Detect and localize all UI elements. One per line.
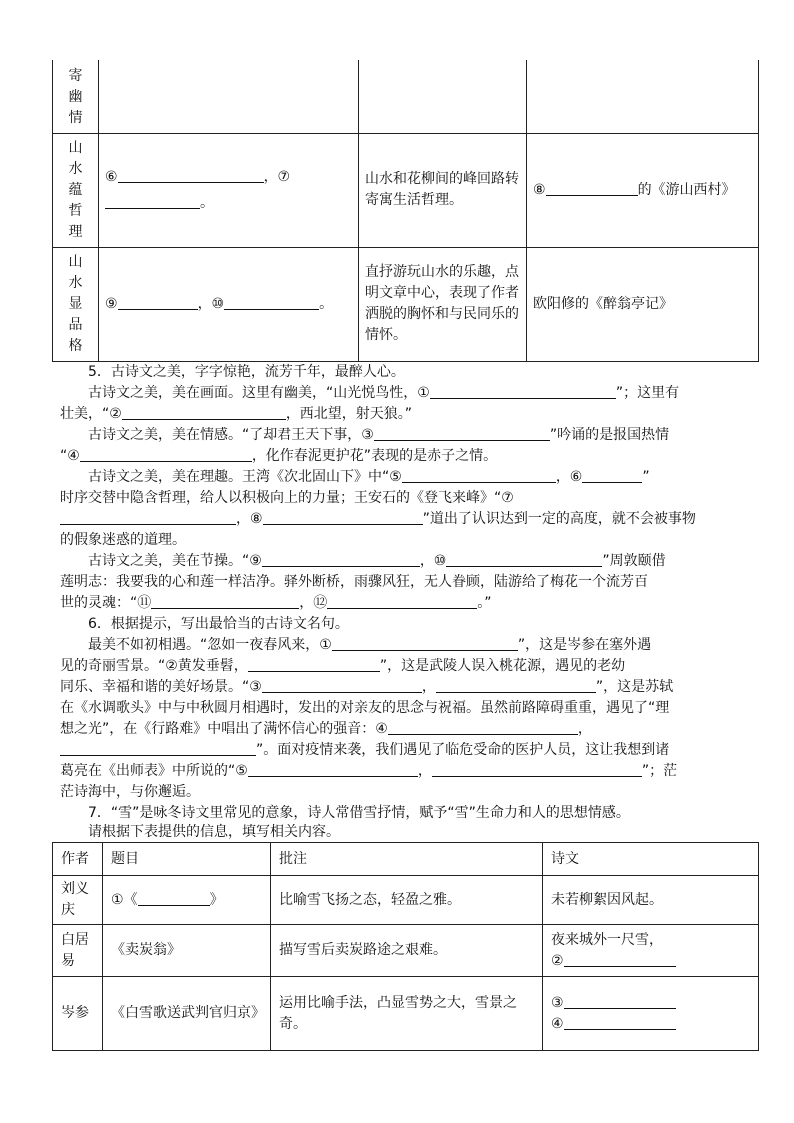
meaning-cell: 直抒游玩山水的乐趣，点明文章中心，表现了作者洒脱的胸怀和与民同乐的情怀。 <box>359 247 527 361</box>
answer-blank[interactable] <box>60 509 236 525</box>
q5-line: 古诗文之美，美在情感。“了却君王天下事，③ ”吟诵的是报国热情 <box>88 427 670 443</box>
answer-blank[interactable] <box>402 467 556 483</box>
note-cell: 描写雪后卖炭路途之艰难。 <box>271 925 543 977</box>
column-header: 作者 <box>53 843 103 876</box>
answer-blank[interactable] <box>263 509 423 525</box>
source-cell: ⑧ 的《游山西村》 <box>527 133 759 247</box>
answer-blank[interactable] <box>327 593 477 609</box>
note-cell: 比喻雪飞扬之态，轻盈之雅。 <box>271 876 543 925</box>
answer-blank[interactable] <box>564 951 676 967</box>
q5-line: 世的灵魂：“⑪ ，⑫ 。” <box>60 595 492 611</box>
table-row <box>53 977 759 1051</box>
title-cell: 《卖炭翁》 <box>103 925 271 977</box>
answer-blank[interactable] <box>248 656 380 672</box>
q6-line: 在《水调歌头》中与中秋圆月相遇时，发出的对亲友的思念与祝福。虽然前路障碍重重，遇见了“理 <box>60 700 670 716</box>
q7-line: 请根据下表提供的信息，填写相关内容。 <box>88 824 340 840</box>
note-cell: 运用比喻手法，凸显雪势之大，雪景之奇。 <box>271 977 543 1051</box>
q5-line: 的假象迷惑的道理。 <box>60 532 186 548</box>
scenery-poetry-table <box>52 60 759 362</box>
table-row <box>53 876 759 925</box>
table-row <box>53 60 759 133</box>
answer-blank[interactable] <box>430 383 616 399</box>
table-row <box>53 247 759 361</box>
q5-line: 古诗文之美，美在节操。“⑨ ，⑩ ”周敦颐借 <box>88 553 666 569</box>
answer-blank[interactable] <box>332 635 518 651</box>
answer-blank[interactable] <box>546 180 638 196</box>
answer-blank[interactable] <box>60 740 256 756</box>
poem-cell: 夜来城外一尺雪， ② <box>543 925 759 977</box>
q5-line: ，⑧ ”道出了认识达到一定的高度，就不会被事物 <box>60 509 760 530</box>
theme-cell: 山水蕴哲理 <box>68 139 83 240</box>
column-header: 批注 <box>271 843 543 876</box>
q6-line: 同乐、幸福和谐的美好场景。“③ ， ”，这是苏轼 <box>60 679 674 695</box>
q6-line: 见的奇丽雪景。“②黄发垂髫， ”，这是武陵人误入桃花源，遇见的老幼 <box>60 658 626 674</box>
meaning-cell: 山水和花柳间的峰回路转寄寓生活哲理。 <box>359 133 527 247</box>
q7-title: 7．“雪”是咏冬诗文里常见的意象，诗人常借雪抒情，赋予“雪”生命力和人的思想情感。 <box>88 805 630 821</box>
answer-blank[interactable] <box>582 467 642 483</box>
lines-cell: ⑨ ，⑩ 。 <box>99 247 359 361</box>
table-header-row <box>53 843 759 876</box>
answer-blank[interactable] <box>374 425 550 441</box>
answer-blank[interactable] <box>151 593 299 609</box>
q6-line: 想之光”，在《行路难》中唱出了满怀信心的强音：④ ， <box>60 721 592 737</box>
answer-blank[interactable] <box>564 1014 676 1030</box>
answer-blank[interactable] <box>118 294 198 310</box>
source-cell: 欧阳修的《醉翁亭记》 <box>527 247 759 361</box>
answer-blank[interactable] <box>122 404 286 420</box>
title-cell: 《白雪歌送武判官归京》 <box>103 977 271 1051</box>
answer-blank[interactable] <box>118 167 264 183</box>
q5-line: 壮美，“② ，西北望，射天狼。” <box>60 406 413 422</box>
lines-cell[interactable] <box>99 60 359 133</box>
q5-line: 莲明志：我要我的心和莲一样洁净。驿外断桥，雨骤风狂，无人眷顾，陆游给了梅花一个流芳百 <box>60 574 648 590</box>
answer-blank[interactable] <box>446 551 602 567</box>
theme-cell: 寄幽情 <box>68 67 83 126</box>
q6-line: ”。面对疫情来袭，我们遇见了临危受命的医护人员，这让我想到诸 <box>60 740 760 761</box>
answer-blank[interactable] <box>262 551 420 567</box>
answer-blank[interactable] <box>436 677 596 693</box>
table-row <box>53 133 759 247</box>
table-row <box>53 925 759 977</box>
poem-cell: ③ ④ <box>543 977 759 1051</box>
answer-blank[interactable] <box>388 719 578 735</box>
answer-blank[interactable] <box>224 294 319 310</box>
lines-cell: ⑥ ，⑦ 。 <box>99 133 359 247</box>
q5-title: 5．古诗文之美，字字惊艳，流芳千年，最醉人心。 <box>88 364 405 380</box>
answer-blank[interactable] <box>432 761 642 777</box>
title-cell: ①《 》 <box>103 876 271 925</box>
column-header: 诗文 <box>543 843 759 876</box>
answer-blank[interactable] <box>80 446 252 462</box>
author-cell: 岑参 <box>53 977 103 1051</box>
q5-line: 古诗文之美，美在理趣。王湾《次北固山下》中“⑤ ，⑥ ” <box>88 469 650 485</box>
q5-line: 时序交替中隐含哲理，给人以积极向上的力量；王安石的《登飞来峰》“⑦ <box>60 490 514 506</box>
answer-blank[interactable] <box>262 677 422 693</box>
theme-cell: 山水显品格 <box>68 253 83 354</box>
snow-poetry-table <box>52 842 759 1051</box>
answer-blank[interactable] <box>564 993 676 1009</box>
author-cell: 刘义庆 <box>53 876 103 925</box>
answer-blank[interactable] <box>248 761 418 777</box>
answer-blank[interactable] <box>138 890 210 906</box>
q6-title: 6．根据提示，写出最恰当的古诗文名句。 <box>88 616 349 632</box>
poem-cell: 未若柳絮因风起。 <box>543 876 759 925</box>
q6-line: 葛亮在《出师表》中所说的“⑤ ， ”；茫 <box>60 763 678 779</box>
meaning-cell <box>359 60 527 133</box>
q5-line: 古诗文之美，美在画面。这里有幽美，“山光悦鸟性，① ”；这里有 <box>88 385 680 401</box>
q5-line: “④ ，化作春泥更护花”表现的是赤子之情。 <box>60 448 498 464</box>
q6-line: 最美不如初相遇。“忽如一夜春风来，① ”，这是岑参在塞外遇 <box>88 637 652 653</box>
column-header: 题目 <box>103 843 271 876</box>
q6-line: 茫诗海中，与你邂逅。 <box>60 784 200 800</box>
source-cell[interactable] <box>527 60 759 133</box>
author-cell: 白居易 <box>53 925 103 977</box>
answer-blank[interactable] <box>105 193 200 209</box>
